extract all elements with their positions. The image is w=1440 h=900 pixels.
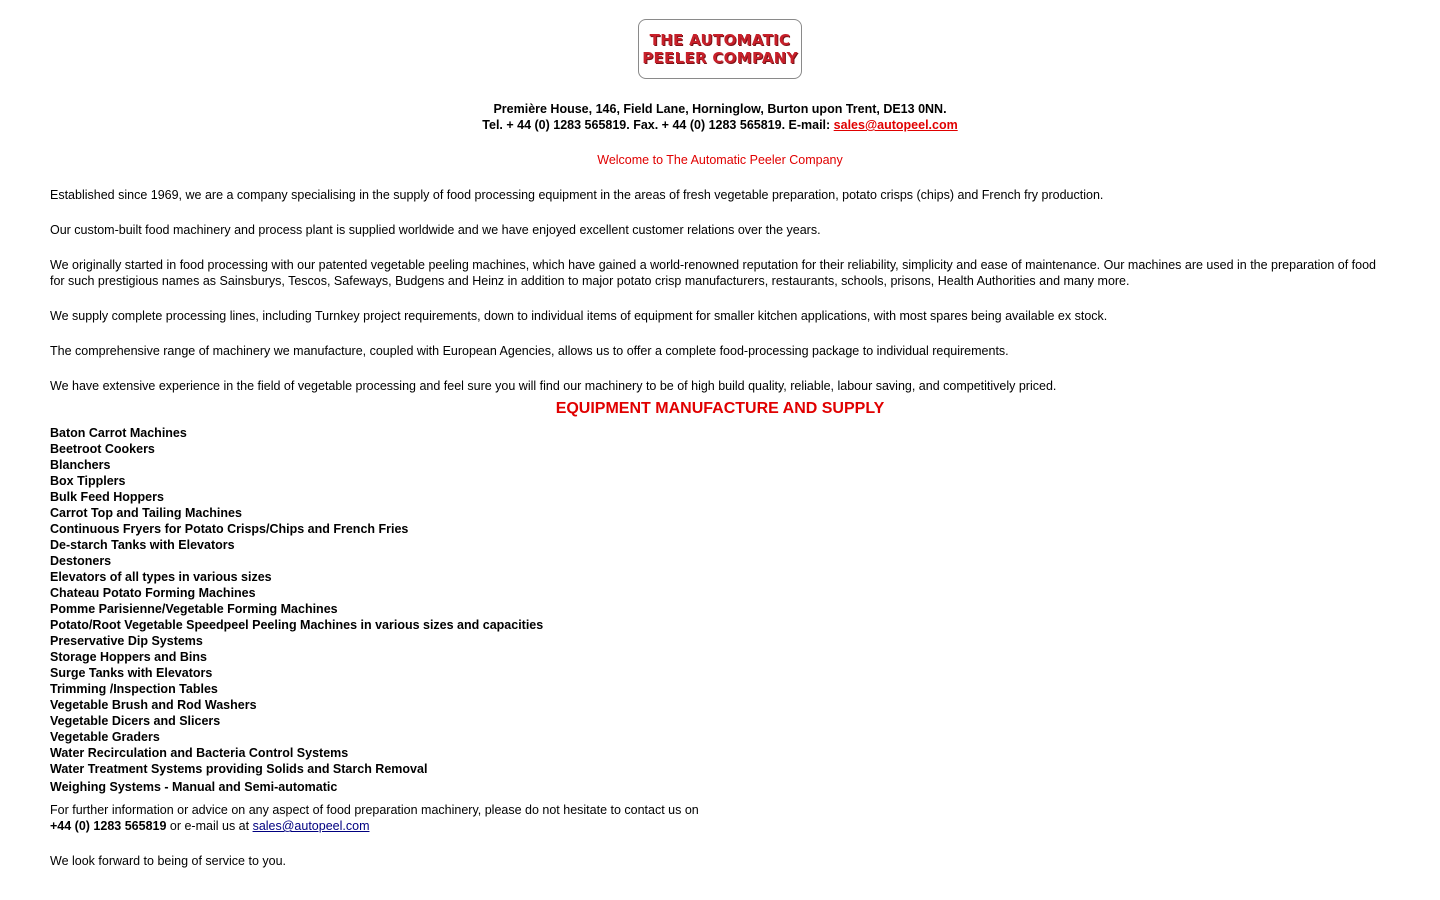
list-item: Potato/Root Vegetable Speedpeel Peeling Machines in various sizes and capacities: [50, 618, 544, 632]
list-item: Vegetable Graders: [50, 730, 160, 744]
list-item: Water Recirculation and Bacteria Control Systems: [50, 746, 349, 760]
logo-line-1: THE AUTOMATIC: [649, 31, 791, 49]
paragraph-range: The comprehensive range of machinery we manufacture, coupled with European Agencies, allows us to offer a complete food-processing package to individual requirements.: [50, 344, 1009, 358]
contact-phone: +44 (0) 1283 565819: [50, 819, 167, 833]
company-address: [0, 101, 1440, 133]
header-email-link[interactable]: sales@autopeel.com: [833, 118, 958, 132]
list-item: Bulk Feed Hoppers: [50, 490, 164, 504]
list-item: Blanchers: [50, 458, 111, 472]
list-item: Beetroot Cookers: [50, 442, 155, 456]
paragraph-established: Established since 1969, we are a company specialising in the supply of food processing equipment in the areas of fresh vegetable preparation, potato crisps (chips) and French fry production.: [50, 188, 1104, 202]
contact-email-link[interactable]: sales@autopeel.com: [252, 819, 370, 833]
list-item: Vegetable Brush and Rod Washers: [50, 698, 257, 712]
paragraph-supply-lines: We supply complete processing lines, including Turnkey project requirements, down to individual items of equipment for smaller kitchen applications, with most spares being available ex stock.: [50, 309, 1108, 323]
paragraph-origins: We originally started in food processing with our patented vegetable peeling machines, which have gained a world-renowned reputation for their reliability, simplicity and ease of maintenance. Our machines are used in the preparation of food for such prestigious names as Sainsburys, Tescos, Safeways, Budgens and Heinz in addition to major potato crisp manufacturers, restaurants, schools, prisons, Health Authorities and many more.: [50, 258, 1376, 288]
contact-middle-text: or e-mail us at: [166, 819, 253, 833]
list-item: Storage Hoppers and Bins: [50, 650, 207, 664]
list-item: Pomme Parisienne/Vegetable Forming Machines: [50, 602, 338, 616]
list-item: Water Treatment Systems providing Solids and Starch Removal: [50, 762, 428, 776]
list-item: Elevators of all types in various sizes: [50, 570, 272, 584]
list-item: Surge Tanks with Elevators: [50, 666, 213, 680]
list-item: Preservative Dip Systems: [50, 634, 203, 648]
address-line-1: Première House, 146, Field Lane, Horninglow, Burton upon Trent, DE13 0NN.: [493, 102, 947, 116]
company-logo: [638, 19, 802, 79]
address-line-2: [0, 117, 1440, 133]
phone-fax-text: Tel. + 44 (0) 1283 565819. Fax. + 44 (0) 1283 565819. E-mail:: [482, 118, 834, 132]
paragraph-custom-built: Our custom-built food machinery and process plant is supplied worldwide and we have enjoyed excellent customer relations over the years.: [50, 223, 821, 237]
list-item: Box Tipplers: [50, 474, 126, 488]
list-item: Trimming /Inspection Tables: [50, 682, 218, 696]
contact-line-2: [50, 818, 699, 834]
paragraph-experience: We have extensive experience in the field of vegetable processing and feel sure you will find our machinery to be of high build quality, reliable, labour saving, and competitively priced.: [50, 379, 1057, 393]
contact-info: [50, 802, 699, 834]
equipment-heading: EQUIPMENT MANUFACTURE AND SUPPLY: [555, 400, 885, 417]
welcome-message: Welcome to The Automatic Peeler Company: [597, 153, 843, 167]
list-item: Baton Carrot Machines: [50, 426, 187, 440]
equipment-list: [50, 425, 543, 795]
contact-line-1: For further information or advice on any aspect of food preparation machinery, please do not hesitate to contact us on: [50, 803, 699, 817]
logo-line-2: PEELER COMPANY: [642, 49, 798, 67]
list-item: Carrot Top and Tailing Machines: [50, 506, 242, 520]
list-item: Continuous Fryers for Potato Crisps/Chips and French Fries: [50, 522, 409, 536]
list-item: Weighing Systems - Manual and Semi-automatic: [50, 780, 338, 794]
list-item: Destoners: [50, 554, 112, 568]
closing-message: We look forward to being of service to you.: [50, 854, 286, 868]
list-item: Chateau Potato Forming Machines: [50, 586, 256, 600]
list-item: De-starch Tanks with Elevators: [50, 538, 235, 552]
list-item: Vegetable Dicers and Slicers: [50, 714, 221, 728]
